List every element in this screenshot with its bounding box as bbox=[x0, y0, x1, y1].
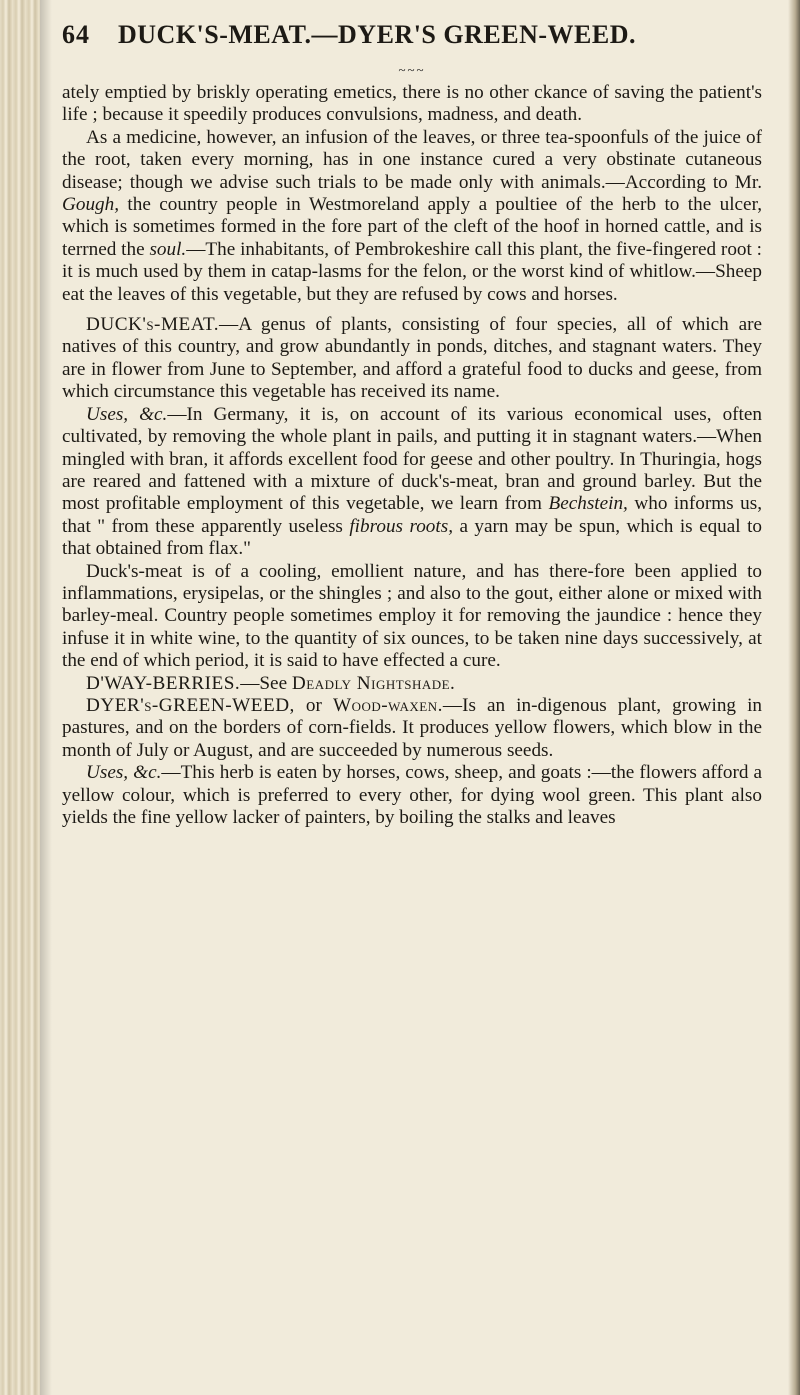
entry-text: —A genus of plants, consisting of four species, all of which are natives of this country, and grow abundantly in ponds, ditches, and stagnant waters. They are in flower from June to September, and afford a grateful food to ducks and geese, from which circumstance this vegetable has received its name. bbox=[62, 314, 762, 403]
paragraph-continued bbox=[62, 82, 762, 127]
book-page bbox=[62, 20, 762, 829]
paragraph-text: ately emptied by briskly operating emetics, there is no other ckance of saving the patient's life ; because it speedily produces convulsions, madness, and death. bbox=[62, 82, 762, 126]
paragraph-text: —This herb is eaten by horses, cows, sheep, and goats :—the flowers afford a yellow colour, which is preferred to every other, for dying wool green. This plant also yields the fine yellow lacker of painters, by boiling the stalks and leaves bbox=[62, 762, 762, 828]
paragraph-properties bbox=[62, 561, 762, 673]
paragraph-medicine bbox=[62, 127, 762, 306]
section-label: Uses, &c. bbox=[86, 403, 168, 425]
author-name: Bechstein, bbox=[548, 493, 628, 515]
section-label: Uses, &c. bbox=[86, 762, 162, 784]
phrase: fibrous roots, bbox=[349, 515, 453, 537]
entry-dyers-green-weed bbox=[62, 695, 762, 762]
paragraph-text: a yarn may be spun, which is equal to that obtained from flax." bbox=[62, 515, 762, 560]
entry-headword: DUCK's-MEAT. bbox=[86, 314, 220, 336]
page-number: 64 bbox=[62, 20, 90, 49]
author-name: Gough, bbox=[62, 194, 120, 216]
header-ornament: ~~~ bbox=[398, 62, 426, 77]
paragraph-text: Duck's-meat is of a cooling, emollient nature, and has there-fore been applied to inflammations, erysipelas, or the shingles ; and also to the gout, either alone or mixed with barley-meal. Country people sometimes employ it for removing the jaundice : hence they infuse it in white wine, to the quantity of six ounces, to be taken nine days successively, at the end of which period, it is said to have effected a cure. bbox=[62, 560, 762, 672]
entry-text: —See bbox=[240, 672, 292, 694]
paragraph-text: the country people in Westmoreland apply a poultiee of the herb to the ulcer, which is sometimes formed in the fore part of the cleft of the hoof in horned cattle, and is terrned the bbox=[62, 194, 762, 260]
entry-text: —Is an in-digenous plant, growing in pastures, and on the borders of corn-fields. It produces yellow flowers, which blow in the month of July or August, and are succeeded by numerous seeds. bbox=[62, 694, 763, 761]
entry-dway-berries bbox=[62, 673, 762, 695]
entry-ducks-meat bbox=[62, 314, 762, 404]
entry-headword: D'WAY-BERRIES. bbox=[86, 672, 241, 694]
paragraph-uses bbox=[62, 404, 762, 561]
paragraph-text: —In Germany, it is, on account of its various economical uses, often cultivated, by removing the whole plant in pails, and putting it in stagnant waters.—When mingled with bran, it affords excellent food for geese and other poultry. In Thuringia, hogs are reared and fattened with a mixture of duck's-meat, bran and ground barley. But the most profitable employment of this vegetable, we learn from bbox=[62, 403, 763, 515]
paragraph-text: —The inhabitants, of Pembrokeshire call this plant, the five-fingered root : it is much used by them in catap-lasms for the felon, or the worst kind of whitlow.—Sheep eat the leaves of this vegetable, but they are refused by cows and horses. bbox=[62, 238, 762, 305]
entry-headword: DYER's-GREEN-WEED, bbox=[86, 694, 295, 716]
body-text bbox=[62, 82, 762, 829]
book-binding-gutter bbox=[0, 0, 40, 1395]
term: soul. bbox=[149, 238, 187, 260]
gutter-shadow bbox=[40, 0, 52, 1395]
page-edge bbox=[788, 0, 800, 1395]
running-header bbox=[62, 20, 762, 60]
entry-text: or bbox=[294, 694, 333, 716]
alternate-name: Wood-waxen. bbox=[332, 694, 443, 716]
paragraph-text: who informs us, that " from these apparently useless bbox=[62, 493, 762, 537]
cross-reference: Deadly Nightshade. bbox=[291, 672, 456, 694]
running-title: DUCK'S-MEAT.—DYER'S GREEN-WEED. bbox=[118, 20, 636, 49]
paragraph-text: As a medicine, however, an infusion of the leaves, or three tea-spoonfuls of the juice of the root, taken every morning, has in one instance cured a very obstinate cutaneous disease; though we advise such trials to be made only with animals.—According to Mr. bbox=[62, 126, 762, 193]
paragraph-uses-green-weed bbox=[62, 762, 762, 829]
